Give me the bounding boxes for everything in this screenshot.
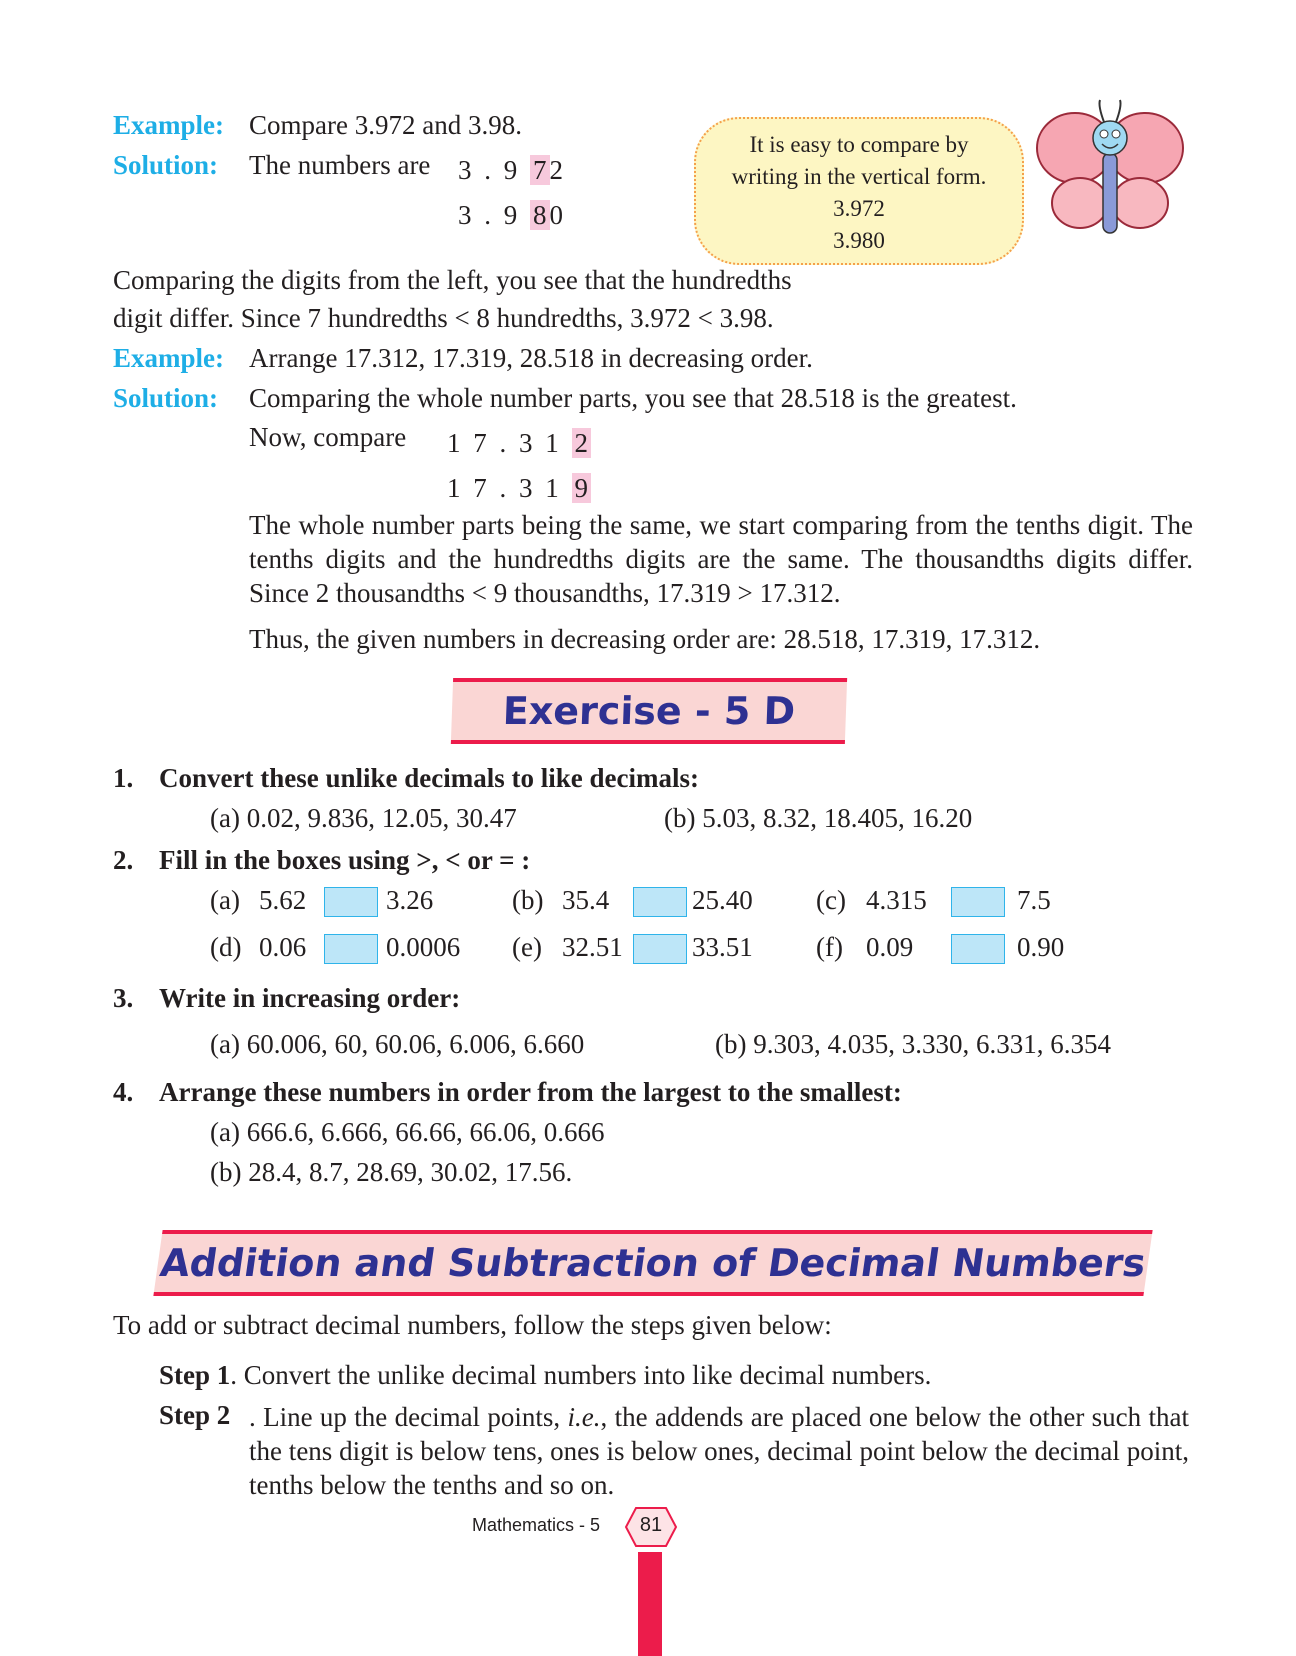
question-number: 3. [113, 983, 134, 1013]
speech-bubble: It is easy to compare by writing in the vertical form. 3.972 3.980 [694, 117, 1024, 265]
solution-text: Comparing the whole number parts, you see that 28.518 is the greatest. [249, 383, 1017, 413]
question-text: Fill in the boxes using >, < or = : [159, 845, 531, 875]
answer-box[interactable] [633, 887, 687, 917]
solution-label: Solution: [113, 383, 219, 413]
step-1: Step 1. Convert the unlike decimal numbers into like decimal numbers. [159, 1360, 932, 1390]
question-part: (b) 5.03, 8.32, 18.405, 16.20 [664, 803, 973, 833]
item-right: 33.51 [692, 932, 753, 962]
item-label: (f) [816, 932, 843, 962]
step-2-text: . Line up the decimal points, i.e., the addends are placed one below the other such that the tens digit is below tens, ones is below ones, decimal point below the decimal point, tenths below the tenths and so on. [249, 1402, 1190, 1500]
item-left: 5.62 [259, 885, 307, 915]
answer-box[interactable] [951, 887, 1005, 917]
question-text: Convert these unlike decimals to like decimals: [159, 763, 699, 793]
item-right: 25.40 [692, 885, 753, 915]
vertical-number-1: 1 7 . 3 1 2 [447, 428, 591, 459]
now-compare-text: Now, compare [249, 422, 407, 452]
exercise-banner: Exercise - 5 D [451, 678, 847, 744]
question-part: (a) 666.6, 6.666, 66.66, 66.06, 0.666 [210, 1117, 605, 1147]
paragraph-line: digit differ. Since 7 hundredths < 8 hundredths, 3.972 < 3.98. [113, 303, 774, 333]
answer-box[interactable] [951, 934, 1005, 964]
item-label: (c) [816, 885, 846, 915]
vertical-number-2: 3 . 9 8 0 [458, 200, 563, 230]
item-label: (a) [210, 885, 240, 915]
answer-box[interactable] [633, 934, 687, 964]
page-number: 81 [639, 1514, 663, 1536]
vertical-number-1: 3 . 9 7 2 [458, 155, 563, 185]
item-label: (d) [210, 932, 242, 962]
footer-book-title: Mathematics - 5 [472, 1515, 601, 1535]
question-text: Write in increasing order: [159, 983, 461, 1013]
page-edge-bar [638, 1552, 662, 1656]
example-text: Arrange 17.312, 17.319, 28.518 in decreasing order. [249, 343, 813, 373]
example-label: Example: [113, 343, 224, 373]
answer-box[interactable] [324, 887, 378, 917]
answer-box[interactable] [324, 934, 378, 964]
solution-text: The numbers are [249, 150, 431, 180]
question-part: (b) 28.4, 8.7, 28.69, 30.02, 17.56. [210, 1157, 573, 1187]
question-part: (a) 60.006, 60, 60.06, 6.006, 6.660 [210, 1029, 585, 1059]
example-text: Compare 3.972 and 3.98. [249, 110, 522, 140]
item-right: 0.90 [1017, 932, 1065, 962]
question-number: 4. [113, 1077, 134, 1107]
question-number: 1. [113, 763, 134, 793]
step-2-label: Step 2 [159, 1400, 231, 1430]
item-left: 35.4 [562, 885, 610, 915]
question-text: Arrange these numbers in order from the largest to the smallest: [159, 1077, 902, 1107]
item-right: 7.5 [1017, 885, 1051, 915]
item-left: 32.51 [562, 932, 623, 962]
question-part: (a) 0.02, 9.836, 12.05, 30.47 [210, 803, 517, 833]
item-label: (e) [512, 932, 542, 962]
item-left: 4.315 [866, 885, 927, 915]
item-right: 3.26 [386, 885, 434, 915]
example-label: Example: [113, 110, 224, 140]
section-banner: Addition and Subtraction of Decimal Numbers [153, 1230, 1152, 1296]
item-left: 0.09 [866, 932, 914, 962]
item-left: 0.06 [259, 932, 307, 962]
question-number: 2. [113, 845, 134, 875]
question-part: (b) 9.303, 4.035, 3.330, 6.331, 6.354 [715, 1029, 1111, 1059]
vertical-number-2: 1 7 . 3 1 9 [447, 473, 591, 504]
item-right: 0.0006 [386, 932, 461, 962]
intro-text: To add or subtract decimal numbers, follow the steps given below: [113, 1310, 832, 1340]
solution-label: Solution: [113, 150, 219, 180]
item-label: (b) [512, 885, 544, 915]
butterfly-illustration [1030, 98, 1190, 238]
paragraph-line: Comparing the digits from the left, you see that the hundredths [113, 265, 792, 295]
explanation-paragraph: The whole number parts being the same, we start comparing from the tenths digit. The tenths digits and the hundredths digits are the same. The thousandths digits differ. Since 2 thousandths < 9 thousandths, 17.319 > 17.312. [249, 510, 1193, 608]
conclusion-text: Thus, the given numbers in decreasing order are: 28.518, 17.319, 17.312. [249, 624, 1041, 654]
